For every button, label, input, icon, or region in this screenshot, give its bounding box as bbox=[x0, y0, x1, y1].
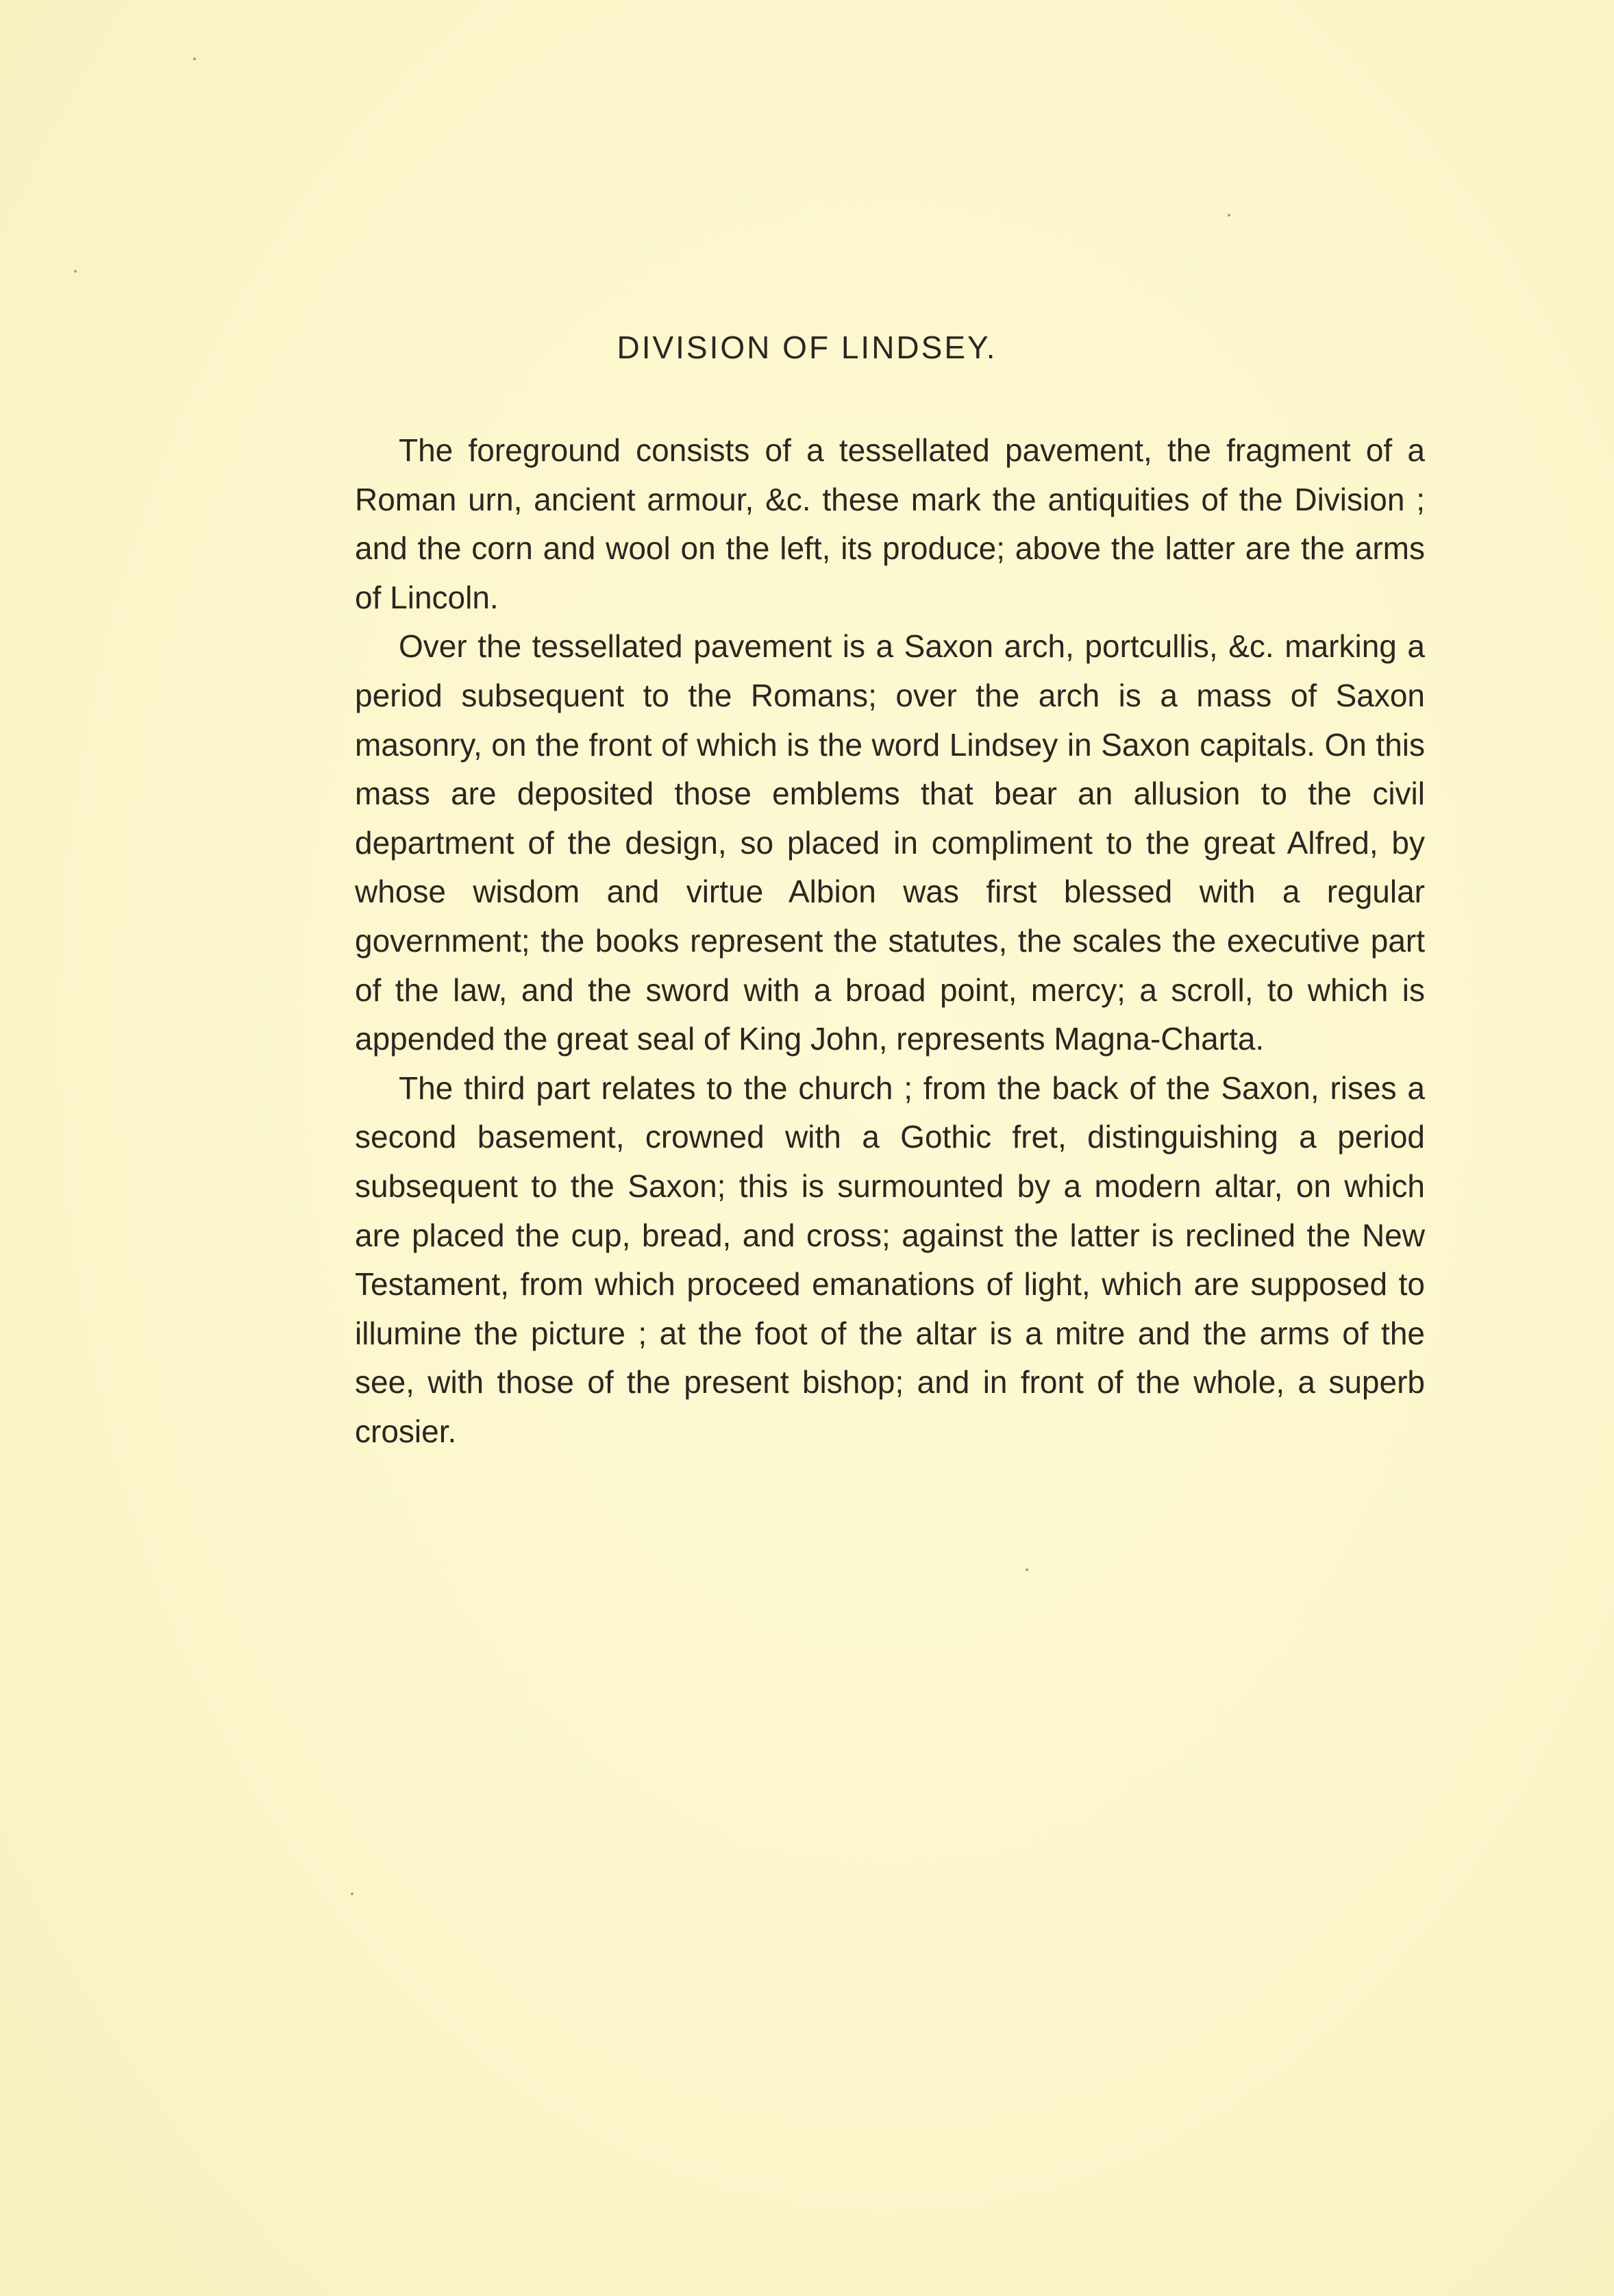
paragraph-foreground: The foreground consists of a tessellated pavement, the fragment of a Roman urn, ancient armour, &c. these mark the antiquities of the Division ; and the corn and wool on the left, its produce; above the latter are the arms of Lincoln. bbox=[355, 432, 1425, 615]
paper-speck bbox=[1228, 214, 1230, 217]
paragraph-civil: Over the tessellated pavement is a Saxon arch, portcullis, &c. marking a period subsequent to the Romans; over the arch is a mass of Saxon masonry, on the front of which is the word Lindsey in Saxon capitals. On this mass are deposited those emblems that bear an allusion to the civil department of the design, so placed in compliment to the great Alfred, by whose wisdom and virtue Albion was first blessed with a regular government; the books represent the statutes, the scales the executive part of the law, and the sword with a broad point, mercy; a scroll, to which is appended the great seal of King John, represents Magna-Charta. bbox=[355, 628, 1425, 1057]
paper-speck bbox=[74, 270, 77, 273]
paper-speck bbox=[1026, 1568, 1028, 1571]
paper-speck bbox=[193, 58, 196, 60]
body-text bbox=[355, 426, 1425, 1456]
page-title: DIVISION OF LINDSEY. bbox=[617, 330, 997, 365]
paragraph-church: The third part relates to the church ; from the back of the Saxon, rises a second basement, crowned with a Gothic fret, distinguishing a period subsequent to the Saxon; this is surmounted by a modern altar, on which are placed the cup, bread, and cross; against the latter is reclined the New Testament, from which proceed emanations of light, which are supposed to illumine the picture ; at the foot of the altar is a mitre and the arms of the see, with those of the present bishop; and in front of the whole, a superb crosier. bbox=[355, 1070, 1425, 1449]
paper-speck bbox=[351, 1892, 353, 1895]
